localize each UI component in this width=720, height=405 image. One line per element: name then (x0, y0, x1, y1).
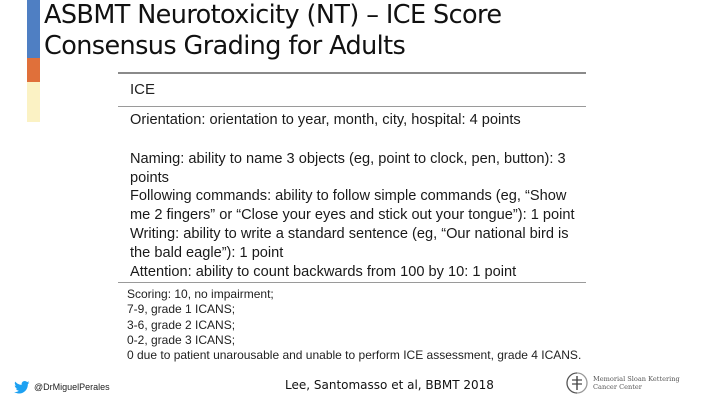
ice-row-naming (130, 150, 578, 188)
scoring-line: 0 due to patient unarousable and unable to perform ICE assessment, grade 4 ICANS. (127, 348, 582, 363)
logo-text (593, 375, 680, 391)
ice-row-following-commands (130, 187, 578, 225)
handle-text: @DrMiguelPerales (34, 382, 110, 392)
scoring-line: 0-2, grade 3 ICANS; (127, 332, 236, 347)
ice-row-attention (130, 263, 578, 282)
row-text: Attention: ability to count backwards from 100 by 10: 1 point (130, 264, 517, 280)
mskcc-logo-icon (566, 372, 588, 394)
accent-bar-blue (27, 0, 40, 58)
twitter-handle[interactable] (14, 380, 110, 394)
scoring-line: 3-6, grade 2 ICANS; (127, 317, 236, 332)
ice-row-writing (130, 225, 578, 263)
twitter-icon (14, 381, 30, 394)
accent-bar-orange (27, 58, 40, 82)
row-text: me 2 fingers” or “Close your eyes and stick out your tongue”): 1 point (130, 207, 575, 223)
scoring-line: 7-9, grade 1 ICANS; (127, 302, 236, 317)
citation: Lee, Santomasso et al, BBMT 2018 (285, 378, 494, 392)
row-text: Writing: ability to write a standard sentence (eg, “Our national bird is (130, 226, 569, 242)
slide-title (44, 0, 501, 62)
row-text: the bald eagle”): 1 point (130, 245, 284, 261)
row-text: points (130, 170, 169, 186)
logo-line-1: Memorial Sloan Kettering (593, 375, 680, 383)
scoring-line: Scoring: 10, no impairment; (127, 287, 274, 301)
table-rule-top (118, 72, 586, 74)
accent-bar-cream (27, 82, 40, 122)
table-header: ICE (130, 81, 156, 98)
logo-line-2: Cancer Center (593, 383, 642, 391)
table-rule-header (118, 106, 586, 107)
ice-row-orientation (130, 111, 578, 130)
title-line-2: Consensus Grading for Adults (44, 31, 406, 61)
row-text: Orientation: orientation to year, month, city, hospital: 4 points (130, 112, 521, 128)
row-text: Naming: ability to name 3 objects (eg, point to clock, pen, button): 3 (130, 151, 566, 167)
table-rule-bottom (118, 282, 586, 283)
scoring-notes (127, 287, 581, 363)
row-text: Following commands: ability to follow simple commands (eg, “Show (130, 188, 567, 204)
title-line-1: ASBMT Neurotoxicity (NT) – ICE Score (44, 0, 502, 30)
mskcc-logo (566, 372, 680, 394)
